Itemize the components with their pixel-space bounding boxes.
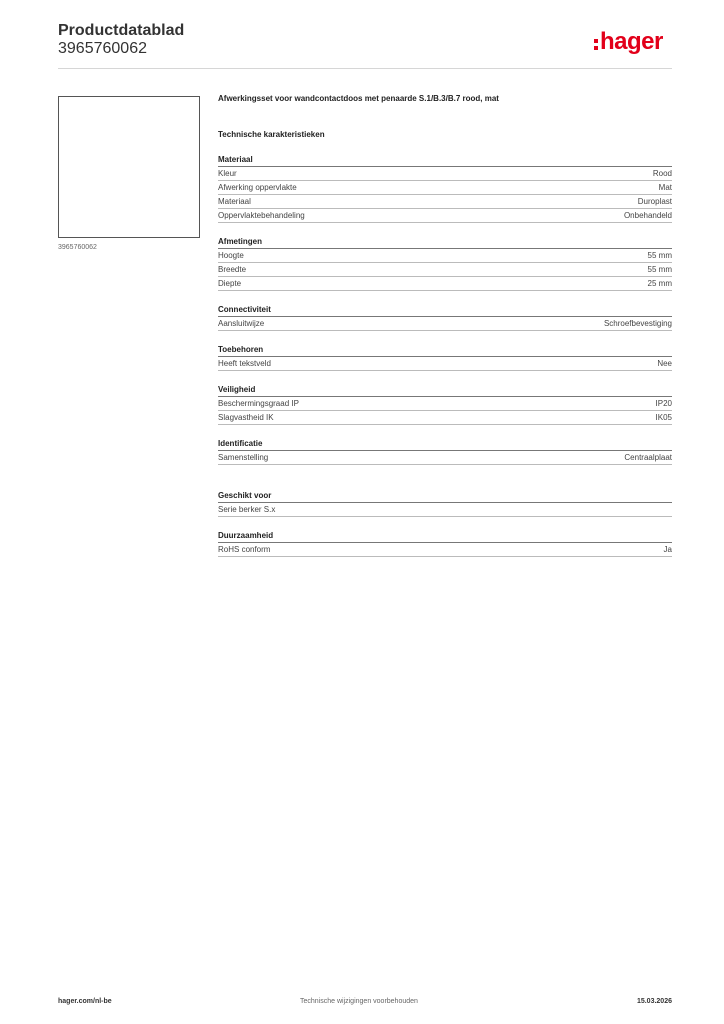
section-title: Identificatie bbox=[218, 439, 672, 451]
spec-value: Duroplast bbox=[637, 197, 672, 206]
spec-row bbox=[218, 543, 672, 557]
spec-value: 55 mm bbox=[647, 265, 672, 274]
spec-label: Heeft tekstveld bbox=[218, 359, 271, 368]
spec-row bbox=[218, 167, 672, 181]
spec-row bbox=[218, 503, 672, 517]
header-divider bbox=[58, 68, 672, 69]
spec-value: Centraalplaat bbox=[624, 453, 672, 462]
spec-label: Slagvastheid IK bbox=[218, 413, 274, 422]
spec-label: Serie berker S.x bbox=[218, 505, 276, 514]
spec-value: IP20 bbox=[655, 399, 672, 408]
section-toebehoren bbox=[218, 345, 672, 371]
logo-colon-icon bbox=[594, 39, 598, 50]
spec-row bbox=[218, 181, 672, 195]
page-title: Productdatablad bbox=[58, 22, 185, 39]
section-title: Veiligheid bbox=[218, 385, 672, 397]
spec-value: Nee bbox=[657, 359, 672, 368]
spec-label: Diepte bbox=[218, 279, 242, 288]
footer-website-link[interactable]: hager.com/nl-be bbox=[58, 998, 112, 1005]
image-caption: 3965760062 bbox=[58, 244, 97, 251]
spec-row bbox=[218, 317, 672, 331]
spec-value: IK05 bbox=[655, 413, 672, 422]
product-number: 3965760062 bbox=[58, 40, 147, 57]
spec-label: Materiaal bbox=[218, 197, 251, 206]
spec-value: Onbehandeld bbox=[623, 211, 672, 220]
tech-heading: Technische karakteristieken bbox=[218, 130, 325, 139]
product-image-placeholder bbox=[58, 96, 200, 238]
spec-row bbox=[218, 411, 672, 425]
spec-row bbox=[218, 451, 672, 465]
product-title: Afwerkingsset voor wandcontactdoos met penaarde S.1/B.3/B.7 rood, mat bbox=[218, 94, 499, 103]
spec-row bbox=[218, 357, 672, 371]
spec-value: Schroefbevestiging bbox=[603, 319, 672, 328]
logo-text: hager bbox=[600, 28, 663, 55]
spec-label: Hoogte bbox=[218, 251, 244, 260]
spec-label: Breedte bbox=[218, 265, 247, 274]
spec-label: Aansluitwijze bbox=[218, 319, 265, 328]
hager-logo[interactable] bbox=[594, 28, 663, 56]
section-geschikt-voor bbox=[218, 491, 672, 517]
spec-value: 25 mm bbox=[647, 279, 672, 288]
section-materiaal bbox=[218, 155, 672, 223]
spec-row bbox=[218, 209, 672, 223]
section-duurzaamheid bbox=[218, 531, 672, 557]
spec-row bbox=[218, 397, 672, 411]
footer-disclaimer: Technische wijzigingen voorbehouden bbox=[300, 998, 418, 1005]
section-title: Toebehoren bbox=[218, 345, 672, 357]
section-title: Materiaal bbox=[218, 155, 672, 167]
section-connectiviteit bbox=[218, 305, 672, 331]
spec-label: Beschermingsgraad IP bbox=[218, 399, 299, 408]
spec-content bbox=[218, 94, 672, 557]
spec-value: Mat bbox=[658, 183, 672, 192]
section-title: Connectiviteit bbox=[218, 305, 672, 317]
spec-label: Kleur bbox=[218, 169, 237, 178]
section-title: Afmetingen bbox=[218, 237, 672, 249]
spec-label: Oppervlaktebehandeling bbox=[218, 211, 305, 220]
section-afmetingen bbox=[218, 237, 672, 291]
spec-value: Rood bbox=[652, 169, 672, 178]
section-title: Duurzaamheid bbox=[218, 531, 672, 543]
spec-value: 55 mm bbox=[647, 251, 672, 260]
spec-value: Ja bbox=[663, 545, 672, 554]
spec-label: Samenstelling bbox=[218, 453, 269, 462]
spec-row bbox=[218, 195, 672, 209]
spec-label: Afwerking oppervlakte bbox=[218, 183, 297, 192]
spec-row bbox=[218, 277, 672, 291]
section-identificatie bbox=[218, 439, 672, 465]
spec-row bbox=[218, 249, 672, 263]
footer-date: 15.03.2026 bbox=[636, 998, 672, 1005]
spec-row bbox=[218, 263, 672, 277]
spec-label: RoHS conform bbox=[218, 545, 271, 554]
section-title: Geschikt voor bbox=[218, 491, 672, 503]
section-veiligheid bbox=[218, 385, 672, 425]
